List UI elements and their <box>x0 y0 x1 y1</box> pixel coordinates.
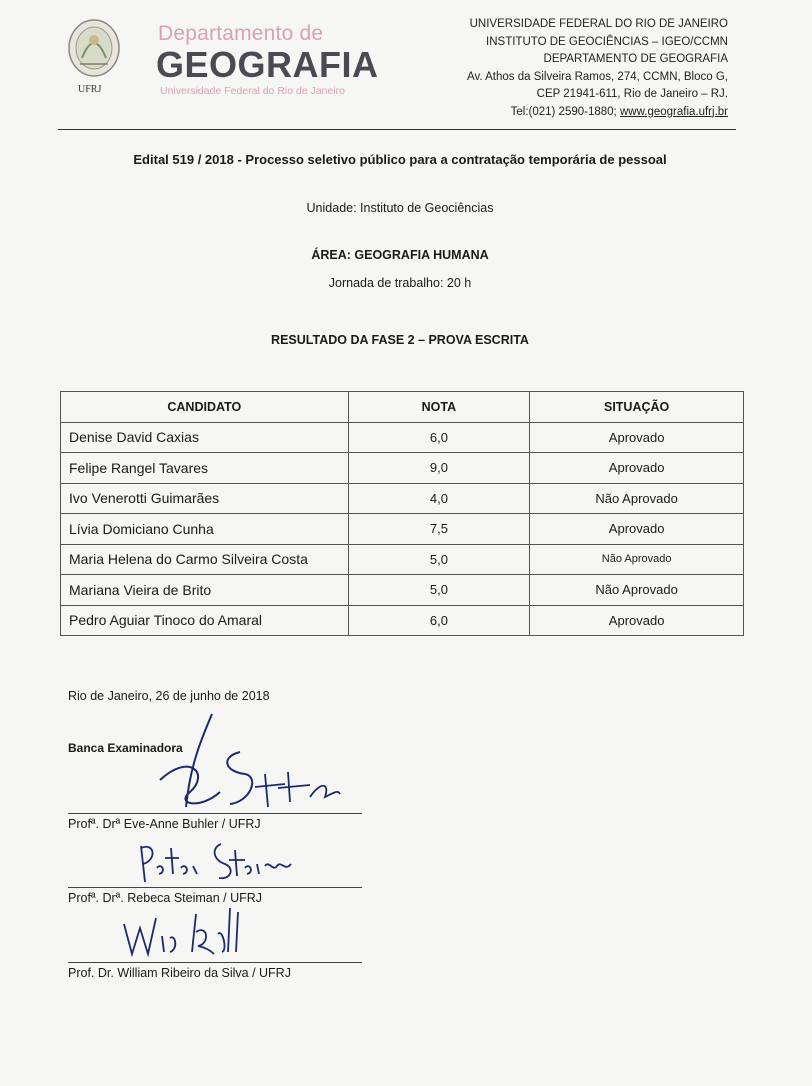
area: ÁREA: GEOGRAFIA HUMANA <box>311 248 489 262</box>
table-row <box>61 453 744 484</box>
institution-block <box>408 16 728 121</box>
signature-line <box>68 813 362 814</box>
candidate-nota: 9,0 <box>348 453 530 484</box>
banca-label: Banca Examinadora <box>68 741 183 755</box>
candidate-nota: 6,0 <box>348 422 530 453</box>
table-row <box>61 514 744 545</box>
edital-desc: - Processo seletivo público para a contratação temporária de pessoal <box>233 152 667 167</box>
signature-line <box>68 962 362 963</box>
table-row <box>61 422 744 453</box>
signature-1-icon <box>150 712 350 822</box>
jornada: Jornada de trabalho: 20 h <box>328 276 472 290</box>
signatory-1: Profª. Drª Eve-Anne Buhler / UFRJ <box>68 817 261 831</box>
table-row <box>61 483 744 514</box>
candidate-nota: 6,0 <box>348 605 530 636</box>
candidate-name: Lívia Domiciano Cunha <box>61 514 349 545</box>
signatory-2: Profª. Drª. Rebeca Steiman / UFRJ <box>68 891 263 905</box>
candidate-name: Pedro Aguiar Tinoco do Amaral <box>61 605 349 636</box>
table-row <box>61 605 744 636</box>
candidate-nota: 5,0 <box>348 544 530 575</box>
dept-university: Universidade Federal do Rio de Janeiro <box>160 85 346 97</box>
tel: Tel:(021) 2590-1880; <box>510 105 617 118</box>
results-table <box>60 391 744 636</box>
candidate-situacao: Aprovado <box>530 422 744 453</box>
table-row <box>61 575 744 606</box>
col-situacao: SITUAÇÃO <box>530 392 744 423</box>
signature-2-icon <box>135 838 295 893</box>
edital-number: Edital 519 / 2018 <box>133 152 234 167</box>
signatory-3: Prof. Dr. William Ribeiro da Silva / UFRJ <box>68 966 291 980</box>
contact-line <box>408 104 728 122</box>
ufrj-seal-icon <box>66 18 122 80</box>
candidate-name: Felipe Rangel Tavares <box>61 453 349 484</box>
seal-label: UFRJ <box>78 84 102 95</box>
unidade: Unidade: Instituto de Geociências <box>306 201 494 215</box>
inst-line: UNIVERSIDADE FEDERAL DO RIO DE JANEIRO <box>469 18 728 30</box>
candidate-situacao: Aprovado <box>530 605 744 636</box>
candidate-name: Denise David Caxias <box>61 422 349 453</box>
candidate-situacao: Não Aprovado <box>530 575 744 606</box>
candidate-situacao: Não Aprovado <box>530 544 744 575</box>
header-divider <box>58 129 736 130</box>
dept-line1: Departamento de <box>158 22 324 45</box>
inst-line: CEP 21941-611, Rio de Janeiro – RJ. <box>536 88 728 100</box>
inst-line: Av. Athos da Silveira Ramos, 274, CCMN, Bloco G, <box>467 70 728 83</box>
col-nota: NOTA <box>348 392 530 423</box>
candidate-nota: 5,0 <box>348 575 530 606</box>
candidate-name: Maria Helena do Carmo Silveira Costa <box>61 544 349 575</box>
candidate-situacao: Aprovado <box>530 453 744 484</box>
inst-line: DEPARTAMENTO DE GEOGRAFIA <box>543 53 728 65</box>
table-header-row <box>61 392 744 423</box>
candidate-nota: 4,0 <box>348 483 530 514</box>
col-candidato: CANDIDATO <box>61 392 349 423</box>
inst-line: INSTITUTO DE GEOCIÊNCIAS – IGEO/CCMN <box>486 35 728 48</box>
signature-line <box>68 887 362 888</box>
resultado-heading: RESULTADO DA FASE 2 – PROVA ESCRITA <box>271 333 529 347</box>
candidate-name: Ivo Venerotti Guimarães <box>61 483 349 514</box>
edital-title <box>60 152 740 167</box>
date-line: Rio de Janeiro, 26 de junho de 2018 <box>68 689 270 703</box>
candidate-nota: 7,5 <box>348 514 530 545</box>
table-row <box>61 544 744 575</box>
candidate-situacao: Aprovado <box>530 514 744 545</box>
candidate-name: Mariana Vieira de Brito <box>61 575 349 606</box>
dept-logo-text: GEOGRAFIA <box>156 44 379 85</box>
candidate-situacao: Não Aprovado <box>530 483 744 514</box>
website-link[interactable]: www.geografia.ufrj.br <box>619 105 728 118</box>
signature-3-icon <box>118 906 248 963</box>
